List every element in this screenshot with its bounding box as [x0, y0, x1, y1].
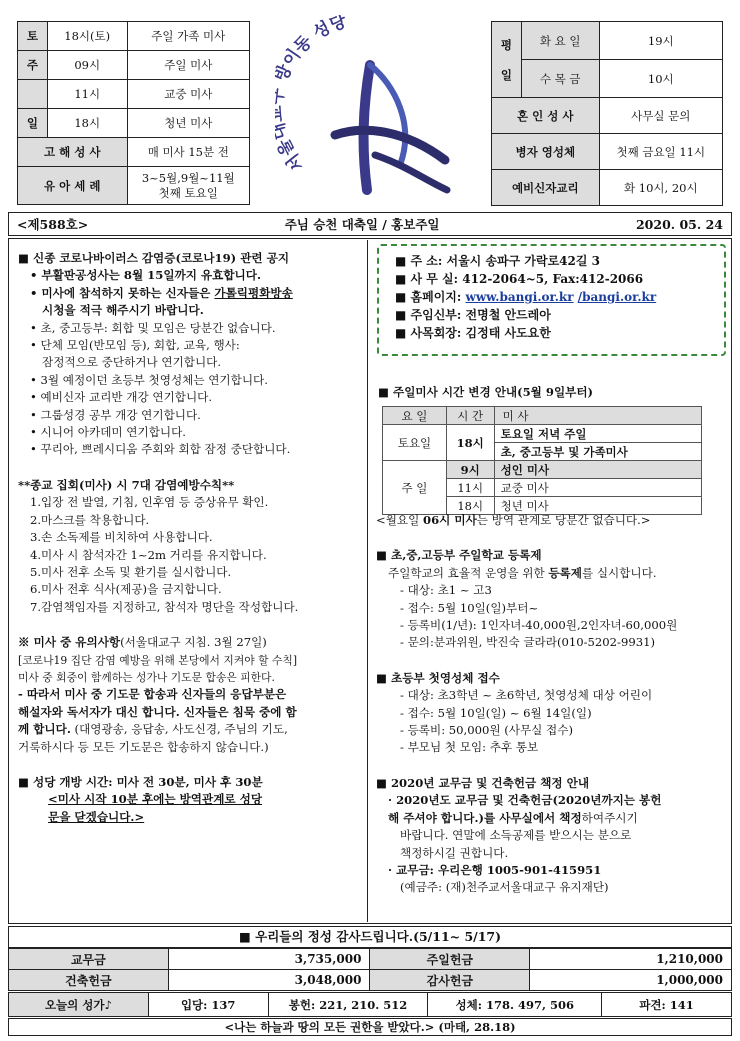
- thanks-title: ■ 우리들의 정성 감사드립니다.(5/11~ 5/17): [8, 926, 732, 948]
- bulletin-title: 주님 승천 대축일 / 홍보주일: [284, 217, 440, 232]
- communion-line: - 대상: 초3학년 ~ 초6학년, 첫영성체 대상 어린이: [400, 688, 653, 703]
- dues-account: · 교무금: 우리은행 1005-901-415951: [388, 862, 602, 877]
- day-saturday: 토: [18, 22, 48, 51]
- baptism-months: 3~5월,9월~11월: [141, 170, 235, 185]
- covid-text: • 미사에 참석하지 못하는 신자들은: [30, 285, 215, 300]
- day-sunday-3: 일: [18, 109, 48, 138]
- sunday-time: 9시: [446, 461, 494, 479]
- address-row: [395, 252, 714, 270]
- hymn-entrance: 입당: 137: [148, 993, 268, 1017]
- pastor-label: ■ 주임신부:: [395, 308, 462, 322]
- saturday-mass-2: 초, 중고등부 및 가족미사: [494, 443, 701, 461]
- right-column: [378, 384, 728, 401]
- caution-source: (서울대교구 지침. 3월 27일): [120, 635, 267, 650]
- pastor-value: 전명철 안드레아: [465, 308, 551, 322]
- parish-logo: [275, 15, 465, 205]
- caution-heading: [18, 634, 363, 651]
- weekday-label: [492, 22, 522, 98]
- caution-line: 미사 중 회중이 함께하는 성가나 기도문 합송은 피한다.: [18, 670, 275, 684]
- open-line: 문을 닫겠습니다.>: [48, 809, 145, 824]
- mass-time: 09시: [47, 51, 127, 80]
- weekday-day: 수 목 금: [521, 60, 599, 98]
- rules-title: **종교 집회(미사) 시 7대 감염예방수칙**: [18, 477, 235, 492]
- hymn-communion: 성체: 178. 497, 506: [428, 993, 602, 1017]
- sick-value: 첫째 금요일 11시: [599, 134, 722, 170]
- dues-line: 바랍니다. 연말에 소득공제를 받으시는 분으로: [400, 828, 632, 843]
- right-column-lower: [376, 512, 728, 897]
- homepage-row: [395, 288, 714, 306]
- baptism-value: [127, 167, 249, 205]
- weekday-time: 19시: [599, 22, 722, 60]
- header-time: 시 간: [446, 407, 494, 425]
- hymns-table: [8, 992, 732, 1017]
- rule-item: 1.입장 전 발열, 기침, 인후염 등 증상유무 확인.: [30, 495, 269, 510]
- sunday-mass: 교중 미사: [494, 479, 701, 497]
- day-sunday-2: [18, 80, 48, 109]
- saturday-mass-1: 토요일 저녁 주일: [494, 425, 701, 443]
- rule-item: 4.미사 시 참석자간 1~2m 거리를 유지합니다.: [30, 547, 267, 562]
- left-column: [18, 250, 363, 826]
- covid-line: • 단체 모임(반모임 등), 회합, 교육, 행사:: [30, 338, 240, 353]
- marriage-value: 사무실 문의: [599, 98, 722, 134]
- communion-line: - 부모님 첫 모임: 추후 통보: [400, 740, 539, 755]
- sunday-mass: 청년 미사: [494, 497, 701, 515]
- address-value: 서울시 송파구 가락로42길 3: [446, 254, 601, 268]
- covid-line: 시청을 적극 해주시기 바랍니다.: [42, 303, 204, 318]
- mass-name: 주일 가족 미사: [127, 22, 249, 51]
- monday-note-pre: <월요일: [376, 513, 423, 527]
- dues-line: 책정하시길 권합니다.: [400, 845, 509, 860]
- intro-post: 를 실시합니다.: [581, 565, 657, 580]
- intro-pre: 주일학교의 효율적 운영을 위한: [388, 565, 549, 580]
- covid-line: • 3월 예정이던 초등부 첫영성체는 연기합니다.: [30, 372, 268, 387]
- confession-label: 고 해 성 사: [18, 138, 128, 167]
- catechism-label: 예비신자교리: [492, 170, 600, 206]
- baptism-label: 유 아 세 례: [18, 167, 128, 205]
- council-row: [395, 324, 714, 342]
- sunday-school-title: ■ 초,중,고등부 주일학교 등록제: [376, 548, 542, 563]
- homepage-link-alt[interactable]: /bangi.or.kr: [577, 290, 657, 304]
- communion-line: - 등록비: 50,000원 (사무실 접수): [400, 723, 573, 738]
- weekday-day: 화 요 일: [521, 22, 599, 60]
- caution-text: (대영광송, 응답송, 사도신경, 주님의 기도,: [70, 722, 288, 737]
- hymn-offertory: 봉헌: 221, 210. 512: [268, 993, 428, 1017]
- offering-value: 3,735,000: [168, 949, 370, 970]
- dues-title: ■ 2020년 교무금 및 건축헌금 책정 안내: [376, 775, 590, 790]
- weekday-label-2: 일: [500, 67, 512, 82]
- dues-text: 하여주시기: [581, 810, 638, 825]
- sunday-time: 11시: [446, 479, 494, 497]
- open-title: ■ 성당 개방 시간: 미사 전 30분, 미사 후 30분: [18, 774, 263, 789]
- sunday-school-line: - 문의:분과위원, 박진숙 글라라(010-5202-9931): [400, 635, 655, 650]
- pastor-row: [395, 306, 714, 324]
- sunday-school-line: - 접수: 5월 10일(일)부터~: [400, 600, 539, 615]
- covid-line: • 꾸리아, 쁘레시디움 주회와 회합 잠정 중단합니다.: [30, 442, 291, 457]
- offering-table: [8, 948, 732, 991]
- caution-line: - 따라서 미사 중 기도문 합송과 신자들의 응답부분은: [18, 687, 287, 702]
- rule-item: 5.미사 전후 소독 및 환기를 실시합니다.: [30, 564, 232, 579]
- parish-logo-icon: [275, 15, 465, 205]
- offering-label: 건축헌금: [9, 970, 169, 991]
- dues-holder: (예금주: (재)천주교서울대교구 유지재단): [400, 880, 609, 895]
- sick-label: 병자 영성체: [492, 134, 600, 170]
- homepage-link[interactable]: www.bangi.or.kr: [465, 290, 574, 304]
- catechism-value: 화 10시, 20시: [599, 170, 722, 206]
- covid-line: • 예비신자 교리반 개강 연기합니다.: [30, 390, 213, 405]
- weekday-time: 10시: [599, 60, 722, 98]
- dues-line: · 2020년도 교무금 및 건축헌금(2020년까지는 봉헌: [388, 793, 662, 808]
- dues-text-bold: 해 주셔야 합니다.)를 사무실에서 책정: [388, 810, 582, 825]
- rule-item: 3.손 소독제를 비치하여 사용합니다.: [30, 530, 213, 545]
- rule-item: 6.미사 전후 식사(제공)을 금지합니다.: [30, 582, 222, 597]
- sunday-time: 18시: [446, 497, 494, 515]
- offering-label: 감사헌금: [370, 970, 530, 991]
- mass-change-table: [382, 406, 702, 515]
- hymns-label: 오늘의 성가♪: [9, 993, 149, 1017]
- monday-note-post: 는 방역 관계로 당분간 없습니다.>: [476, 513, 651, 527]
- issue-number: <제588호>: [17, 217, 89, 232]
- bulletin-header: [8, 212, 732, 236]
- marriage-label: 혼 인 성 사: [492, 98, 600, 134]
- caution-line: [18, 721, 363, 738]
- confession-value: 매 미사 15분 전: [127, 138, 249, 167]
- column-divider: [367, 240, 368, 922]
- open-line: <미사 시작 10분 후에는 방역관계로 성당: [48, 792, 263, 807]
- rule-item: 2.마스크를 착용합니다.: [30, 512, 150, 527]
- mass-name: 청년 미사: [127, 109, 249, 138]
- office-value: 412-2064~5, Fax:412-2066: [462, 272, 644, 286]
- rule-item: 7.감염책임자를 지정하고, 참석자 명단을 작성합니다.: [30, 599, 299, 614]
- bulletin-date: 2020. 05. 24: [635, 216, 723, 232]
- office-row: [395, 270, 714, 288]
- monday-note-bold: 06시 미사: [423, 513, 477, 527]
- header-day: 요 일: [383, 407, 447, 425]
- logo-text: 서울 이동 성당: [275, 15, 349, 175]
- covid-line: • 부활판공성사는 8월 15일까지 유효합니다.: [30, 268, 261, 283]
- covid-line: 잠정적으로 중단하거나 연기합니다.: [42, 355, 222, 370]
- offering-value: 3,048,000: [168, 970, 370, 991]
- parish-info-box: [377, 244, 726, 356]
- hymn-recession: 파견: 141: [602, 993, 732, 1017]
- mass-name: 주일 미사: [127, 51, 249, 80]
- caution-line: [코로나19 집단 감염 예방을 위해 본당에서 지켜야 할 수칙]: [18, 653, 298, 667]
- mass-time: 18시: [47, 109, 127, 138]
- mass-schedule-table: [17, 21, 250, 205]
- offering-value: 1,210,000: [530, 949, 732, 970]
- offering-value: 1,000,000: [530, 970, 732, 991]
- office-label: ■ 사 무 실:: [395, 272, 459, 286]
- mass-change-title: ■ 주일미사 시간 변경 안내(5월 9일부터): [378, 385, 594, 399]
- covid-title: ■ 신종 코로나바이러스 감염증(코로나19) 관련 공지: [18, 251, 290, 265]
- sunday-school-line: - 대상: 초1 ~ 고3: [400, 583, 492, 598]
- saturday-label: 토요일: [383, 425, 447, 461]
- mass-time: 18시(토): [47, 22, 127, 51]
- svg-text:서울대교구 방이동 성당: [275, 15, 349, 175]
- offering-label: 주일헌금: [370, 949, 530, 970]
- offering-label: 교무금: [9, 949, 169, 970]
- sunday-school-intro: [376, 565, 728, 582]
- homepage-label: ■ 홈페이지:: [395, 290, 462, 304]
- covid-line: [18, 285, 363, 302]
- dues-line: [376, 810, 728, 827]
- monday-note: [376, 512, 728, 529]
- council-label: ■ 사목회장:: [395, 326, 462, 340]
- covid-line: • 초, 중고등부: 회합 및 모임은 당분간 없습니다.: [30, 320, 276, 335]
- caution-text: 께 합니다.: [18, 722, 71, 737]
- mass-time: 11시: [47, 80, 127, 109]
- weekday-label-1: 평: [500, 37, 512, 52]
- sacrament-schedule-table: [491, 21, 723, 206]
- caution-title: ※ 미사 중 유의사항: [18, 635, 121, 650]
- saturday-time: 18시: [446, 425, 494, 461]
- caution-line: 해설자와 독서자가 대신 합니다. 신자들은 침묵 중에 함: [18, 704, 297, 719]
- sunday-label: 주 일: [383, 461, 447, 515]
- day-sunday-1: 주: [18, 51, 48, 80]
- baptism-week: 첫째 토요일: [158, 185, 218, 200]
- communion-line: - 접수: 5월 10일(일) ~ 6월 14일(일): [400, 705, 592, 720]
- sunday-school-line: - 등록비(1/년): 1인자녀-40,000원,2인자녀-60,000원: [400, 618, 678, 633]
- covid-line: • 시니어 아카데미 연기합니다.: [30, 425, 186, 440]
- address-label: ■ 주 소:: [395, 254, 443, 268]
- intro-bold: 등록제: [548, 565, 582, 580]
- caution-line: 거룩하시다 등 모든 기도문은 합송하지 않습니다.): [18, 739, 269, 754]
- mass-name: 교중 미사: [127, 80, 249, 109]
- cpbc-link[interactable]: 가톨릭평화방송: [214, 285, 293, 300]
- footer-quote: <나는 하늘과 땅의 모든 권한을 받았다.> (마태, 28.18): [8, 1018, 732, 1036]
- sunday-mass: 성인 미사: [494, 461, 701, 479]
- covid-line: • 그룹성경 공부 개강 연기합니다.: [30, 407, 201, 422]
- header-mass: 미 사: [494, 407, 701, 425]
- council-value: 김정태 사도요한: [465, 326, 551, 340]
- communion-title: ■ 초등부 첫영성체 접수: [376, 670, 500, 685]
